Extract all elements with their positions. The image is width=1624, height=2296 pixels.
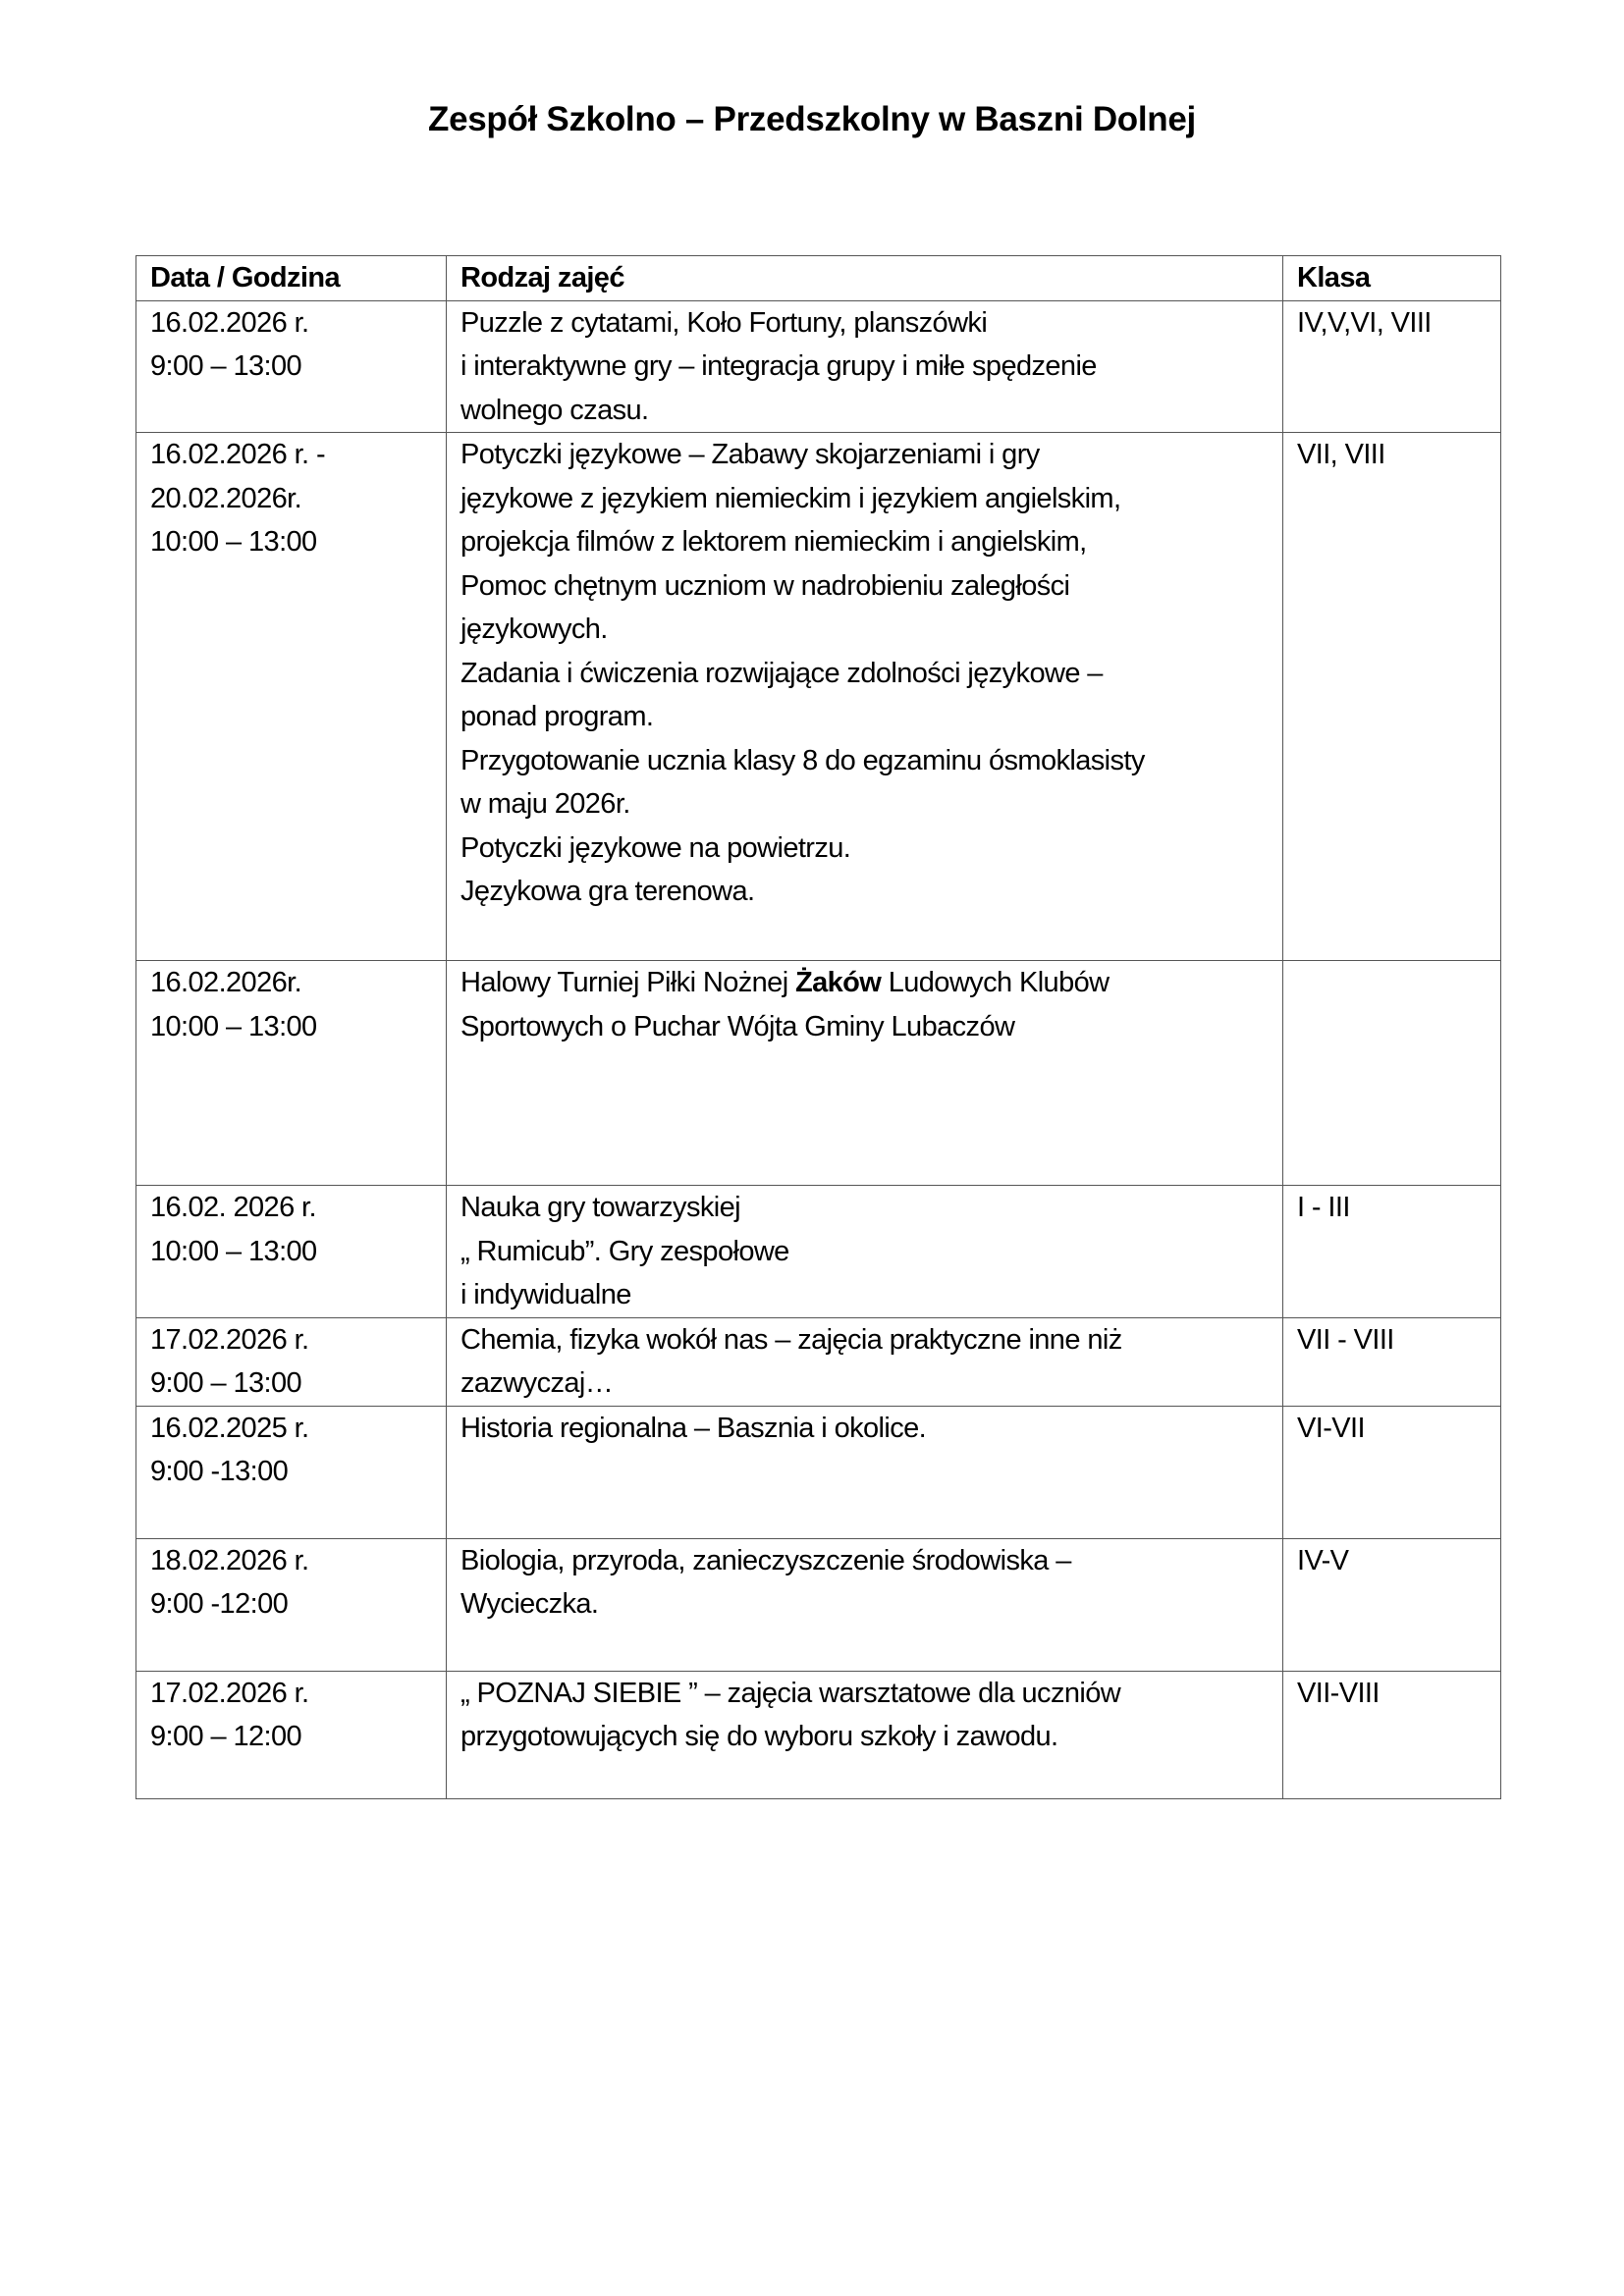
date-cell [136,1538,447,1671]
time-line: 9:00 – 13:00 [150,350,302,382]
activity-cell [447,1186,1283,1318]
activity-line: ponad program. [460,701,654,732]
activity-cell [447,1317,1283,1406]
header-activity: Rodzaj zajęć [447,256,1283,301]
class-cell: VI-VII [1283,1406,1501,1538]
date-cell [136,1406,447,1538]
time-line: 9:00 – 13:00 [150,1367,302,1399]
date-line: 17.02.2026 r. [150,1677,309,1709]
activity-line: i indywidualne [460,1279,631,1310]
class-cell: I - III [1283,1186,1501,1318]
activity-line: w maju 2026r. [460,788,630,820]
activity-line: przygotowujących się do wyboru szkoły i zawodu. [460,1721,1058,1752]
date-line: 18.02.2026 r. [150,1544,309,1576]
date-cell [136,1671,447,1798]
activity-cell [447,300,1283,433]
activity-text-bold: Żaków [795,967,882,998]
date-line: 16.02.2026 r. [150,306,309,339]
class-cell: IV-V [1283,1538,1501,1671]
table-row [136,1538,1501,1671]
class-cell: VII - VIII [1283,1317,1501,1406]
time-line: 10:00 – 13:00 [150,1010,317,1042]
activity-line: Chemia, fizyka wokół nas – zajęcia praktyczne inne niż [460,1323,1122,1356]
table-row [136,961,1501,1186]
activity-line: Językowa gra terenowa. [460,876,755,907]
date-cell [136,961,447,1186]
class-cell: VII-VIII [1283,1671,1501,1798]
activity-line: „ POZNAJ SIEBIE ” – zajęcia warsztatowe dla uczniów [460,1677,1121,1709]
date-cell [136,1186,447,1318]
date-cell [136,433,447,961]
activity-line: Pomoc chętnym uczniom w nadrobieniu zaległości [460,569,1070,602]
activity-line: Historia regionalna – Basznia i okolice. [460,1412,927,1444]
table-row [136,1406,1501,1538]
activity-line: wolnego czasu. [460,394,649,426]
table-row [136,433,1501,961]
activity-cell [447,961,1283,1186]
activity-line: Przygotowanie ucznia klasy 8 do egzaminu ósmoklasisty [460,744,1145,776]
class-cell: VII, VIII [1283,433,1501,961]
activity-cell [447,1671,1283,1798]
table-header-row [136,256,1501,301]
schedule-table [135,255,1501,1799]
activity-line: Potyczki językowe – Zabawy skojarzeniami i gry [460,439,1040,470]
time-line: 9:00 – 12:00 [150,1721,302,1752]
activity-line: językowych. [460,614,608,645]
activity-line: Potyczki językowe na powietrzu. [460,831,851,864]
class-cell [1283,961,1501,1186]
table-row [136,1186,1501,1318]
date-cell [136,300,447,433]
date-line: 16.02.2025 r. [150,1412,309,1444]
activity-text: Ludowych Klubów [881,967,1110,998]
class-cell: IV,V,VI, VIII [1283,300,1501,433]
date-line: 16.02. 2026 r. [150,1192,316,1223]
header-class: Klasa [1283,256,1501,301]
date-line: 16.02.2026r. [150,967,302,998]
activity-line: „ Rumicub”. Gry zespołowe [460,1235,789,1267]
activity-line: Biologia, przyroda, zanieczyszczenie środowiska – [460,1544,1071,1576]
document-title: Zespół Szkolno – Przedszkolny w Baszni Dolnej [428,100,1196,138]
activity-line: Nauka gry towarzyskiej [460,1192,740,1223]
activity-line: Wycieczka. [460,1588,599,1620]
activity-line: i interaktywne gry – integracja grupy i miłe spędzenie [460,350,1097,382]
activity-line: Zadania i ćwiczenia rozwijające zdolności językowe – [460,657,1103,689]
activity-cell [447,1538,1283,1671]
date-line: 17.02.2026 r. [150,1323,309,1356]
date-cell [136,1317,447,1406]
activity-line: Puzzle z cytatami, Koło Fortuny, planszówki [460,306,988,339]
activity-cell [447,433,1283,961]
activity-line: projekcja filmów z lektorem niemieckim i angielskim, [460,526,1087,558]
time-line: 10:00 – 13:00 [150,526,317,558]
time-line: 9:00 -12:00 [150,1588,289,1620]
activity-line [460,961,1282,1005]
activity-cell [447,1406,1283,1538]
activity-line: zazwyczaj… [460,1367,614,1399]
header-date: Data / Godzina [136,256,447,301]
activity-text: Halowy Turniej Piłki Nożnej [460,967,795,998]
table-row [136,1317,1501,1406]
date-line: 20.02.2026r. [150,482,302,514]
activity-line: Sportowych o Puchar Wójta Gminy Lubaczów [460,1010,1015,1042]
activity-line: językowe z językiem niemieckim i językiem angielskim, [460,482,1121,514]
time-line: 10:00 – 13:00 [150,1235,317,1267]
date-line: 16.02.2026 r. - [150,439,326,470]
table-row [136,300,1501,433]
table-row [136,1671,1501,1798]
time-line: 9:00 -13:00 [150,1456,289,1487]
